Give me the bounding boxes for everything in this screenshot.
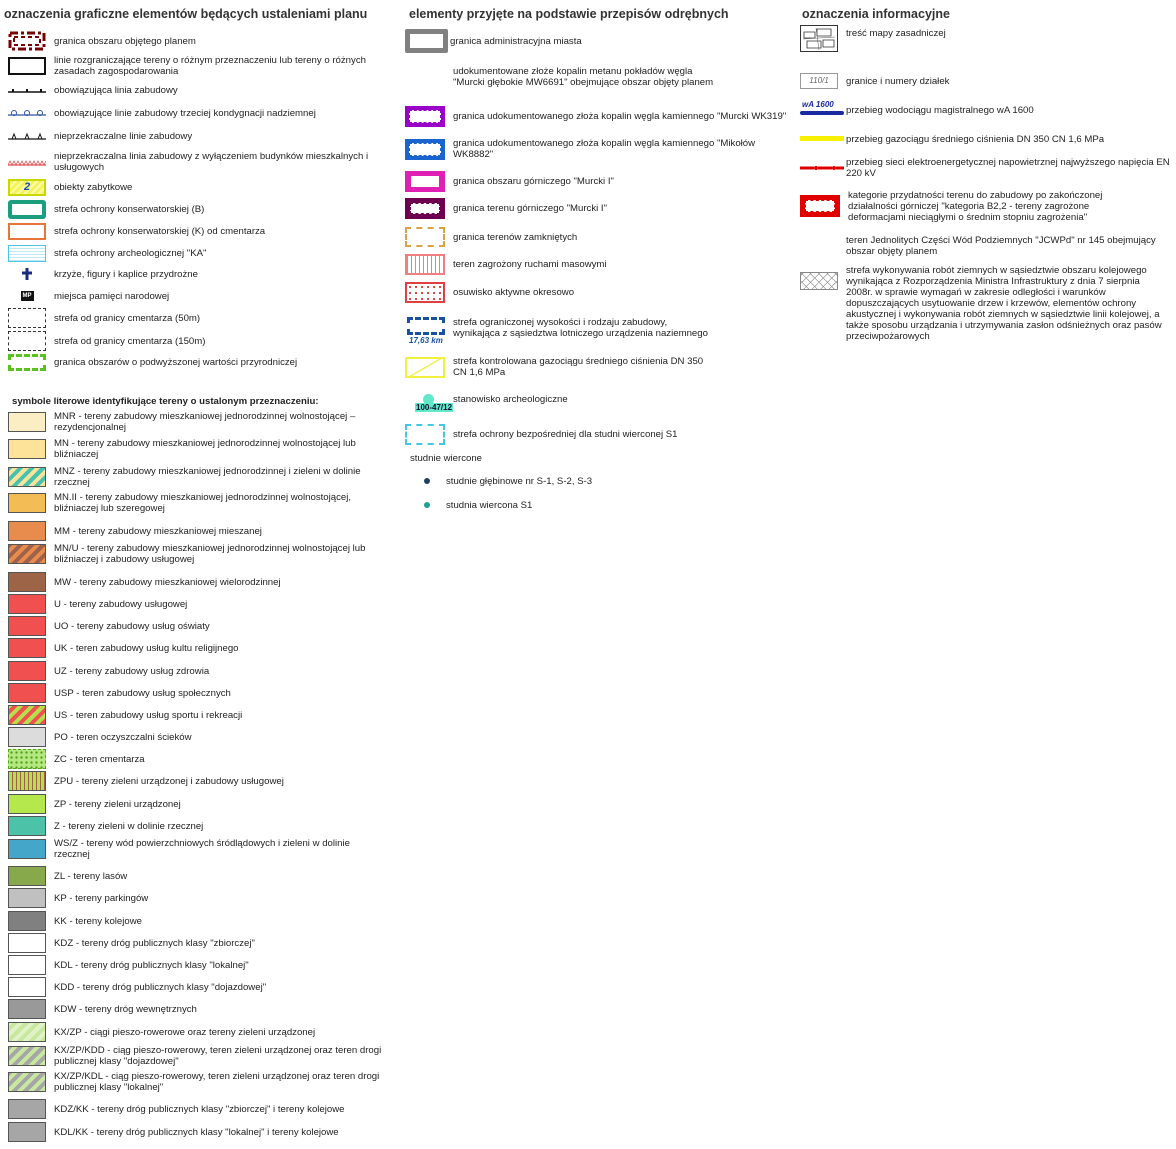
zone-item xyxy=(8,1021,398,1043)
legend-item-third-floor-line xyxy=(8,106,398,120)
zone-label: US - teren zabudowy usług sportu i rekreacji xyxy=(54,709,243,721)
zone-label: PO - teren oczyszczalni ścieków xyxy=(54,731,192,743)
cross-icon xyxy=(8,267,46,281)
zone-item xyxy=(8,593,398,615)
zone-label: MW - tereny zabudowy mieszkaniowej wielorodzinnej xyxy=(54,576,281,588)
legend-label: granica udokumentowanego złoża kopalin węgla kamiennego "Murcki WK319" xyxy=(453,110,787,122)
zone-label: ZPU - tereny zieleni urządzonej i zabudowy usługowej xyxy=(54,775,284,787)
zone-swatch xyxy=(8,727,46,747)
mining-area-swatch xyxy=(405,171,445,192)
legend-label: obowiązująca linia zabudowy xyxy=(54,84,178,96)
column-header: oznaczenia graficzne elementów będących ustaleniami planu xyxy=(4,7,368,21)
legend-item-mining-terrain xyxy=(405,197,795,219)
legend-label: strefa ochrony bezpośredniej dla studni wierconej S1 xyxy=(453,428,678,440)
zone-label: MN - tereny zabudowy mieszkaniowej jednorodzinnej wolnostojącej lub bliźniaczej xyxy=(54,438,356,460)
zone-swatch xyxy=(8,794,46,814)
legend-label: granica terenów zamkniętych xyxy=(453,231,578,243)
mining-terrain-swatch xyxy=(405,198,445,219)
zone-label: ZP - tereny zieleni urządzonej xyxy=(54,798,181,810)
legend-label: granica obszaru górniczego "Murcki I" xyxy=(453,175,614,187)
site-label: 100-47/12 xyxy=(416,403,453,412)
legend-item-water-main xyxy=(800,100,1170,120)
zone-label: MN.II - tereny zabudowy mieszkaniowej jednorodzinnej wolnostojącej, bliźniaczej lub szeregowej xyxy=(54,492,352,514)
well-protection-swatch xyxy=(405,424,445,445)
zone-swatch xyxy=(8,1046,46,1066)
legend-item-gas-zone xyxy=(405,355,795,379)
legend-label: teren zagrożony ruchami masowymi xyxy=(453,258,607,270)
zone-swatch xyxy=(8,661,46,681)
zone-item xyxy=(8,1071,398,1093)
zone-swatch xyxy=(8,955,46,975)
zone-label: Z - tereny zieleni w dolinie rzecznej xyxy=(54,820,204,832)
zone-label: WS/Z - tereny wód powierzchniowych śródlądowych i zieleni w dolinie rzecznej xyxy=(54,838,350,860)
archaeo-site-swatch xyxy=(405,392,453,418)
mass-movement-swatch xyxy=(405,254,445,275)
zone-swatch xyxy=(8,439,46,459)
legend-item-methane-deposit xyxy=(405,59,795,95)
legend-label: obiekty zabytkowe xyxy=(54,181,133,193)
zone-item xyxy=(8,793,398,815)
zone-swatch xyxy=(8,999,46,1019)
legend-label: granica terenu górniczego "Murcki I" xyxy=(453,202,607,214)
legend-label: stanowisko archeologiczne xyxy=(453,393,568,405)
legend-label: kategorie przydatności terenu do zabudowy po zakończonej działalności górniczej "kategoria B2,2 - tereny zagrożone deformacjami nieciągłymi o średnim stopniu zagrożenia" xyxy=(848,189,1103,223)
conservation-b-swatch xyxy=(8,200,46,219)
legend-item-city-boundary xyxy=(405,29,795,53)
zone-swatch xyxy=(8,977,46,997)
water-main-label: wA 1600 xyxy=(802,100,834,109)
zone-item xyxy=(8,411,398,433)
water-main-swatch xyxy=(800,100,844,120)
zone-swatch xyxy=(8,412,46,432)
zone-swatch xyxy=(8,1022,46,1042)
legend-item-deep-wells xyxy=(420,474,795,488)
zone-swatch xyxy=(8,888,46,908)
zone-item xyxy=(8,1121,398,1143)
legend-item-mining-category xyxy=(800,189,1170,223)
legend-item-max-building-line-exclusion xyxy=(8,150,398,174)
aviation-zone-swatch xyxy=(405,311,445,345)
zone-item xyxy=(8,998,398,1020)
cemetery-50m-swatch xyxy=(8,308,46,328)
zone-label: KP - tereny parkingów xyxy=(54,892,149,904)
zone-item xyxy=(8,492,398,514)
deposit-wk319-swatch xyxy=(405,106,445,127)
zone-swatch xyxy=(8,594,46,614)
zone-swatch xyxy=(8,683,46,703)
archaeo-zone-swatch xyxy=(8,245,46,262)
legend-item-boundary-lines xyxy=(8,55,398,77)
height-label: 17,63 km xyxy=(409,336,443,345)
legend-item-groundwater xyxy=(800,234,1170,258)
zone-label: MNR - tereny zabudowy mieszkaniowej jednorodzinnej wolnostojącej – rezydencjonalnej xyxy=(54,411,356,433)
legend-item-drilled-well xyxy=(420,498,795,512)
legend-item-closed-areas xyxy=(405,226,795,248)
parcel-swatch: 110/1 xyxy=(800,73,838,89)
zone-item xyxy=(8,520,398,542)
legend-item-well-protection xyxy=(405,423,795,445)
legend-item-power-line xyxy=(800,156,1170,180)
third-floor-line-swatch xyxy=(8,107,46,119)
zone-label: KDL - tereny dróg publicznych klasy "lokalnej" xyxy=(54,959,249,971)
zone-item xyxy=(8,438,398,460)
legend-item-plan-boundary xyxy=(8,31,398,51)
legend-item-memorial-places xyxy=(8,289,398,303)
legend-label: strefa ograniczonej wysokości i rodzaju zabudowy, wynikająca z sąsiedztwa lotniczego urządzenia naziemnego xyxy=(453,317,708,339)
legend-label: osuwisko aktywne okresowo xyxy=(453,286,575,298)
closed-areas-swatch xyxy=(405,227,445,247)
legend-item-monuments xyxy=(8,178,398,196)
zone-item xyxy=(8,682,398,704)
zone-item xyxy=(8,932,398,954)
legend-label: krzyże, figury i kaplice przydrożne xyxy=(54,268,198,280)
legend-label: udokumentowane złoże kopalin metanu pokładów węgla "Murcki głębokie MW6691" obejmujące obszar objęty planem xyxy=(453,66,714,88)
zone-swatch xyxy=(8,816,46,836)
zone-item xyxy=(8,637,398,659)
zone-item xyxy=(8,660,398,682)
legend-item-parcels xyxy=(800,72,1170,90)
legend-item-conservation-b xyxy=(8,199,398,219)
zone-swatch xyxy=(8,749,46,769)
zone-label: USP - teren zabudowy usług społecznych xyxy=(54,687,231,699)
zone-label: KDW - tereny dróg wewnętrznych xyxy=(54,1003,197,1015)
legend-item-nature-value xyxy=(8,353,398,371)
zone-swatch xyxy=(8,1099,46,1119)
zone-swatch xyxy=(8,638,46,658)
wells-header: studnie wiercone xyxy=(410,453,482,464)
zone-label: KDZ - tereny dróg publicznych klasy "zbiorczej" xyxy=(54,937,255,949)
gas-pipeline-swatch xyxy=(800,132,844,146)
zone-label: UZ - tereny zabudowy usług zdrowia xyxy=(54,665,210,677)
zone-item xyxy=(8,615,398,637)
legend-label: studnia wiercona S1 xyxy=(446,499,533,511)
legend-item-cemetery-50m xyxy=(8,308,398,328)
zone-swatch xyxy=(8,493,46,513)
legend-label: teren Jednolitych Części Wód Podziemnych "JCWPd" nr 145 obejmujący obszar objęty planem xyxy=(846,235,1156,257)
zone-swatch xyxy=(8,705,46,725)
legend-label: miejsca pamięci narodowej xyxy=(54,290,170,302)
zone-item xyxy=(8,887,398,909)
legend-item-wayside-crosses xyxy=(8,267,398,281)
zone-swatch xyxy=(8,1072,46,1092)
legend-label: przebieg gazociągu średniego ciśnienia DN 350 CN 1,6 MPa xyxy=(846,133,1105,145)
legend-label: nieprzekraczalne linie zabudowy xyxy=(54,130,193,142)
max-building-line-swatch xyxy=(8,130,46,142)
zone-label: KDD - tereny dróg publicznych klasy "dojazdowej" xyxy=(54,981,267,993)
railway-earthworks-swatch xyxy=(800,272,838,290)
legend-label: strefa wykonywania robót ziemnych w sąsiedztwie obszaru kolejowego wynikająca z Rozporządzenia Ministra Infrastruktury z dnia 7 sierpnia 2008r. w sprawie wymagań w zakresie odległości i warunków dopuszczających usytuowanie drzew i krzewów, elementów ochrony akustycznej i wykonywania robót ziemnych w sąsiedztwie linii kolejowej, a także sposobu urządzania i utrzymywania zasłon odśnieżnych oraz pasów przeciwpożarowych xyxy=(846,265,1162,342)
deposit-wk8882-swatch xyxy=(405,139,445,160)
zone-label: MM - tereny zabudowy mieszkaniowej mieszanej xyxy=(54,525,262,537)
building-line-swatch xyxy=(8,84,46,96)
legend-item-mass-movement xyxy=(405,253,795,275)
legend-item-base-map xyxy=(800,25,1170,53)
zone-label: MN/U - tereny zabudowy mieszkaniowej jednorodzinnej wolnostojącej lub bliźniaczej i zabudowy usługowej xyxy=(54,543,366,565)
legend-label: strefa ochrony konserwatorskiej (B) xyxy=(54,203,205,215)
memorial-symbol: MP xyxy=(22,293,32,299)
zone-swatch xyxy=(8,933,46,953)
zone-item xyxy=(8,571,398,593)
zone-swatch xyxy=(8,467,46,487)
legend-label: linie rozgraniczające tereny o różnym przeznaczeniu lub tereny o różnych zasadach zagospodarowania xyxy=(54,55,366,77)
zone-item xyxy=(8,1098,398,1120)
zone-swatch xyxy=(8,911,46,931)
legend-label: strefa od granicy cmentarza (150m) xyxy=(54,335,206,347)
zone-swatch xyxy=(8,1122,46,1142)
zone-label: ZL - tereny lasów xyxy=(54,870,128,882)
legend-item-conservation-k xyxy=(8,222,398,240)
nature-value-swatch xyxy=(8,354,46,371)
landslide-swatch xyxy=(405,282,445,303)
legend-item-archaeo-zone xyxy=(8,244,398,262)
legend-item-landslide xyxy=(405,281,795,303)
zone-item xyxy=(8,910,398,932)
zone-item xyxy=(8,838,398,860)
legend-item-max-building-line xyxy=(8,129,398,143)
zone-item xyxy=(8,976,398,998)
zone-swatch xyxy=(8,544,46,564)
legend-label: nieprzekraczalna linia zabudowy z wyłączeniem budynków mieszkalnych i usługowych xyxy=(54,151,369,173)
zone-label: KX/ZP/KDL - ciąg pieszo-rowerowy, teren zieleni urządzonej oraz teren drogi publicznej klasy "lokalnej" xyxy=(54,1071,380,1093)
legend-item-archaeo-site xyxy=(405,392,795,418)
cemetery-150m-swatch xyxy=(8,331,46,351)
zone-item xyxy=(8,865,398,887)
legend-label: obowiązujące linie zabudowy trzeciej kondygnacji nadziemnej xyxy=(54,107,316,119)
legend-item-building-line xyxy=(8,83,398,97)
legend-label: granica obszarów o podwyższonej wartości przyrodniczej xyxy=(54,356,298,368)
legend-label: strefa ochrony konserwatorskiej (K) od cmentarza xyxy=(54,225,266,237)
zone-item xyxy=(8,726,398,748)
drilled-well-dot xyxy=(420,499,432,511)
zone-item xyxy=(8,770,398,792)
zone-swatch xyxy=(8,866,46,886)
max-building-line-exclusion-swatch xyxy=(8,156,46,168)
groundwater-swatch xyxy=(800,236,838,256)
zone-swatch xyxy=(8,771,46,791)
zone-label: U - tereny zabudowy usługowej xyxy=(54,598,188,610)
boundary-lines-swatch xyxy=(8,57,46,75)
zone-label: KK - tereny kolejowe xyxy=(54,915,142,927)
legend-label: granica administracyjna miasta xyxy=(450,35,582,47)
zone-label: KDL/KK - tereny dróg publicznych klasy "lokalnej" i tereny kolejowe xyxy=(54,1126,339,1138)
zone-label: ZC - teren cmentarza xyxy=(54,753,145,765)
plan-boundary-swatch xyxy=(8,31,46,51)
zone-item xyxy=(8,543,398,565)
zone-item xyxy=(8,748,398,770)
zone-swatch xyxy=(8,572,46,592)
base-map-icon xyxy=(800,25,838,52)
column-header: elementy przyjęte na podstawie przepisów odrębnych xyxy=(409,7,729,21)
zone-item xyxy=(8,815,398,837)
memorial-icon xyxy=(8,289,46,303)
monument-swatch: 2 xyxy=(8,179,46,196)
zone-label: UK - teren zabudowy usług kultu religijnego xyxy=(54,642,239,654)
legend-label: granica udokumentowanego złoża kopalin węgla kamiennego "Mikołów WK8882" xyxy=(453,138,756,160)
zone-swatch xyxy=(8,521,46,541)
methane-deposit-swatch xyxy=(405,67,445,87)
legend-item-mining-area xyxy=(405,170,795,192)
zone-label: KX/ZP - ciągi pieszo-rowerowe oraz tereny zieleni urządzonej xyxy=(54,1026,316,1038)
legend-label: strefa ochrony archeologicznej "KA" xyxy=(54,247,207,259)
zone-label: KDZ/KK - tereny dróg publicznych klasy "zbiorczej" i tereny kolejowe xyxy=(54,1103,345,1115)
city-boundary-swatch xyxy=(405,29,448,53)
zone-label: UO - tereny zabudowy usług oświaty xyxy=(54,620,210,632)
legend-label: granice i numery działek xyxy=(846,75,950,87)
deep-well-dot xyxy=(420,475,432,487)
legend-label: studnie głębinowe nr S-1, S-2, S-3 xyxy=(446,475,593,487)
gas-zone-swatch xyxy=(405,357,445,378)
legend-item-deposit-wk319 xyxy=(405,104,795,128)
zone-label: MNZ - tereny zabudowy mieszkaniowej jednorodzinnej i zieleni w dolinie rzecznej xyxy=(54,466,361,488)
legend-label: przebieg sieci elektroenergetycznej napowietrznej najwyższego napięcia EN 220 kV xyxy=(846,157,1170,179)
legend-label: strefa od granicy cmentarza (50m) xyxy=(54,312,201,324)
zone-item xyxy=(8,704,398,726)
zone-item xyxy=(8,954,398,976)
legend-item-gas-pipeline xyxy=(800,132,1170,146)
legend-item-cemetery-150m xyxy=(8,331,398,351)
column-header: oznaczenia informacyjne xyxy=(802,7,950,21)
symbols-header: symbole literowe identyfikujące tereny o ustalonym przeznaczeniu: xyxy=(12,396,319,407)
zone-item xyxy=(8,1045,398,1067)
legend-item-deposit-wk8882 xyxy=(405,137,795,161)
legend-label: granica obszaru objętego planem xyxy=(54,35,196,47)
mining-category-swatch xyxy=(800,195,840,217)
zone-label: KX/ZP/KDD - ciąg pieszo-rowerowy, teren zieleni urządzonej oraz teren drogi publicznej klasy "dojazdowej" xyxy=(54,1045,382,1067)
legend-label: strefa kontrolowana gazociągu średniego ciśnienia DN 350 CN 1,6 MPa xyxy=(453,356,704,378)
zone-item xyxy=(8,466,398,488)
legend-item-railway-earthworks xyxy=(800,265,1170,357)
legend-item-aviation-zone xyxy=(405,309,795,347)
zone-swatch xyxy=(8,839,46,859)
legend-label: przebieg wodociągu magistralnego wA 1600 xyxy=(846,104,1034,116)
zone-swatch xyxy=(8,616,46,636)
power-line-swatch xyxy=(800,161,844,175)
conservation-k-swatch xyxy=(8,223,46,240)
legend-label: treść mapy zasadniczej xyxy=(846,28,946,39)
